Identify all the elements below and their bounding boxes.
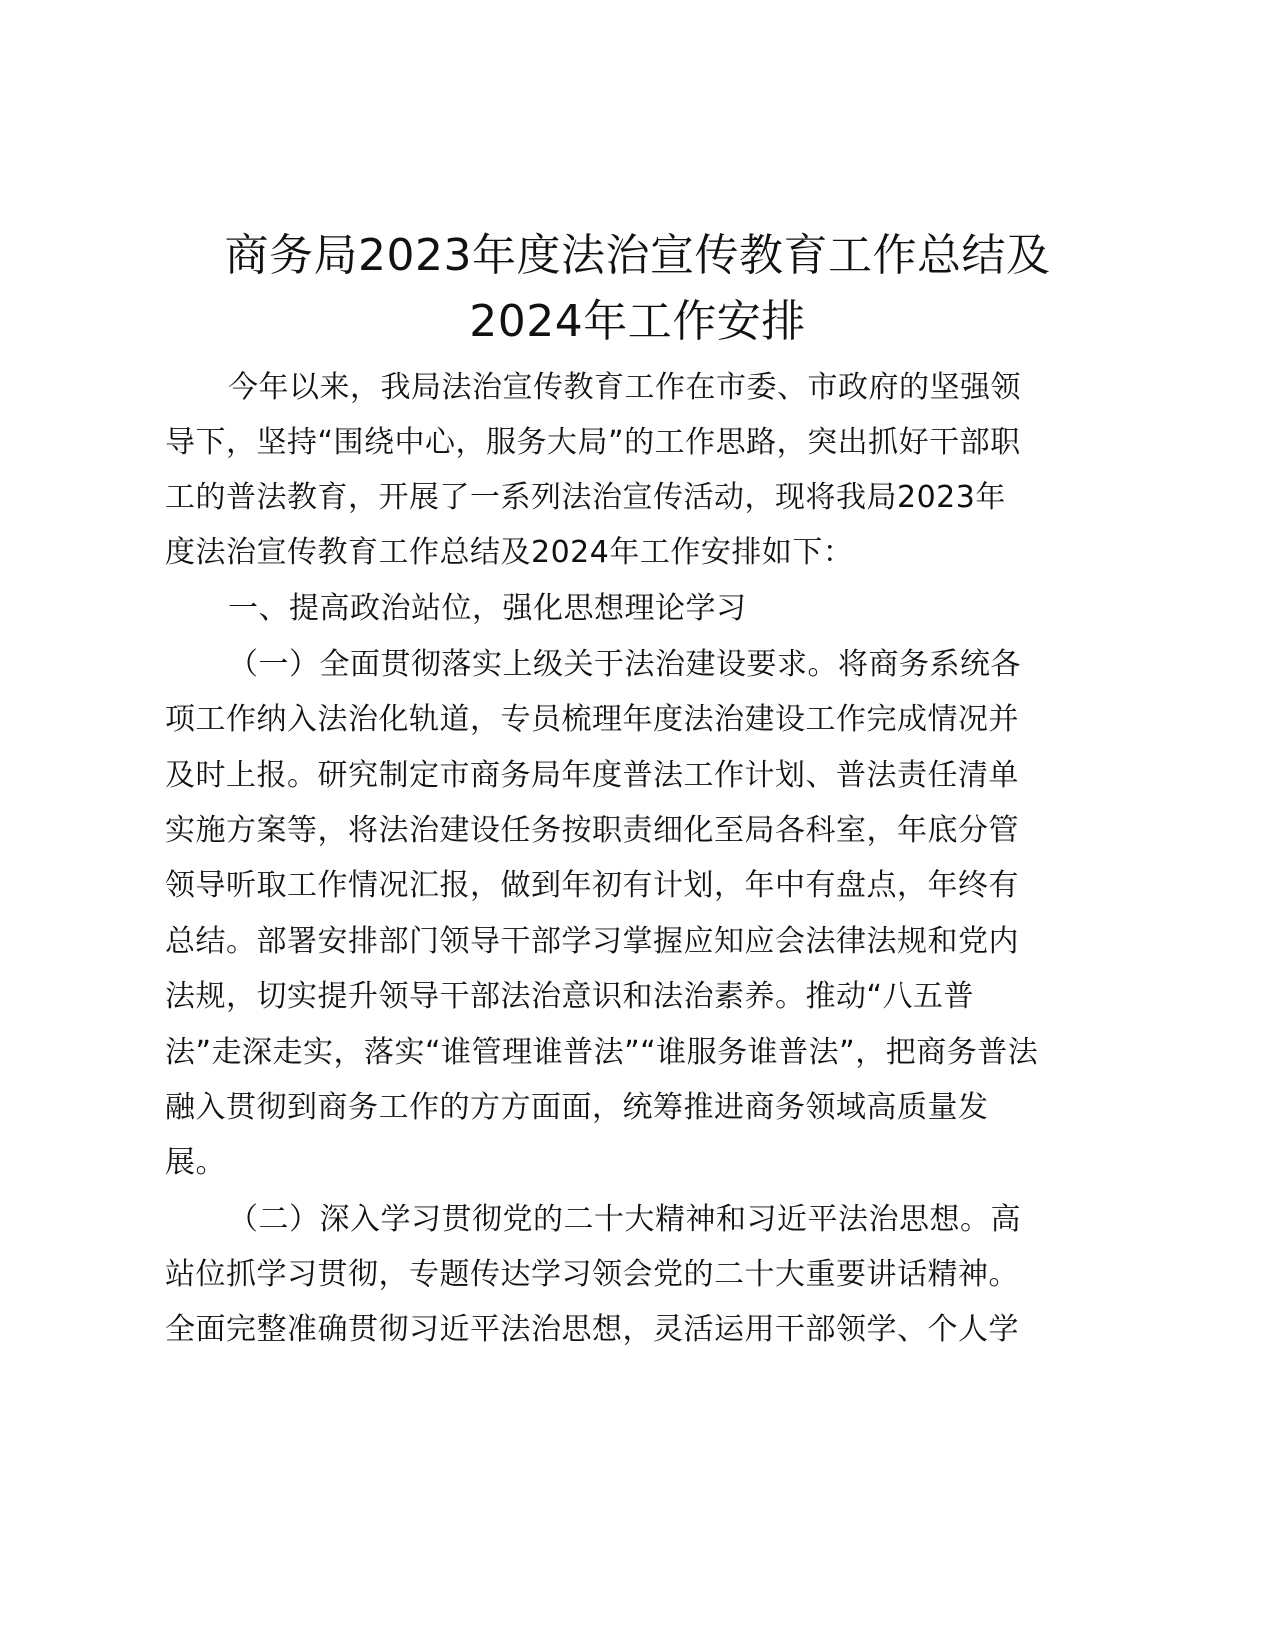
document-title-line-1: 商务局2023年度法治宣传教育工作总结及 [224, 230, 1051, 281]
paragraph-1-line-2: 导下，坚持“围绕中心，服务大局”的工作思路，突出抓好干部职 [165, 425, 1021, 460]
paragraph-2-line-8: 法”走深走实，落实“谁管理谁普法”“谁服务谁普法”，把商务普法 [165, 1035, 1039, 1070]
paragraph-2-line-9: 融入贯彻到商务工作的方方面面，统筹推进商务领域高质量发 [165, 1090, 989, 1125]
paragraph-3-line-3: 全面完整准确贯彻习近平法治思想，灵活运用干部领学、个人学 [165, 1312, 1019, 1347]
paragraph-2-line-7: 法规，切实提升领导干部法治意识和法治素养。推动“八五普 [165, 979, 975, 1014]
paragraph-2-line-3: 及时上报。研究制定市商务局年度普法工作计划、普法责任清单 [165, 758, 1019, 793]
section-heading-1: 一、提高政治站位，强化思想理论学习 [228, 591, 747, 626]
paragraph-3-line-2: 站位抓学习贯彻，专题传达学习领会党的二十大重要讲话精神。 [165, 1257, 1019, 1292]
paragraph-1-line-1: 今年以来，我局法治宣传教育工作在市委、市政府的坚强领 [228, 370, 1021, 405]
document-title-line-2: 2024年工作安排 [469, 296, 806, 347]
paragraph-2-line-10: 展。 [165, 1145, 226, 1180]
paragraph-2-line-1: （一）全面贯彻落实上级关于法治建设要求。将商务系统各 [228, 647, 1021, 682]
paragraph-2-line-6: 总结。部署安排部门领导干部学习掌握应知应会法律法规和党内 [165, 924, 1019, 959]
paragraph-2-line-2: 项工作纳入法治化轨道，专员梳理年度法治建设工作完成情况并 [165, 702, 1019, 737]
paragraph-1-line-3: 工的普法教育，开展了一系列法治宣传活动，现将我局2023年 [165, 480, 1006, 515]
paragraph-3-line-1: （二）深入学习贯彻党的二十大精神和习近平法治思想。高 [228, 1202, 1021, 1237]
paragraph-2-line-4: 实施方案等，将法治建设任务按职责细化至局各科室，年底分管 [165, 813, 1019, 848]
paragraph-1-line-4: 度法治宣传教育工作总结及2024年工作安排如下： [165, 535, 854, 570]
paragraph-2-line-5: 领导听取工作情况汇报，做到年初有计划，年中有盘点，年终有 [165, 868, 1019, 903]
